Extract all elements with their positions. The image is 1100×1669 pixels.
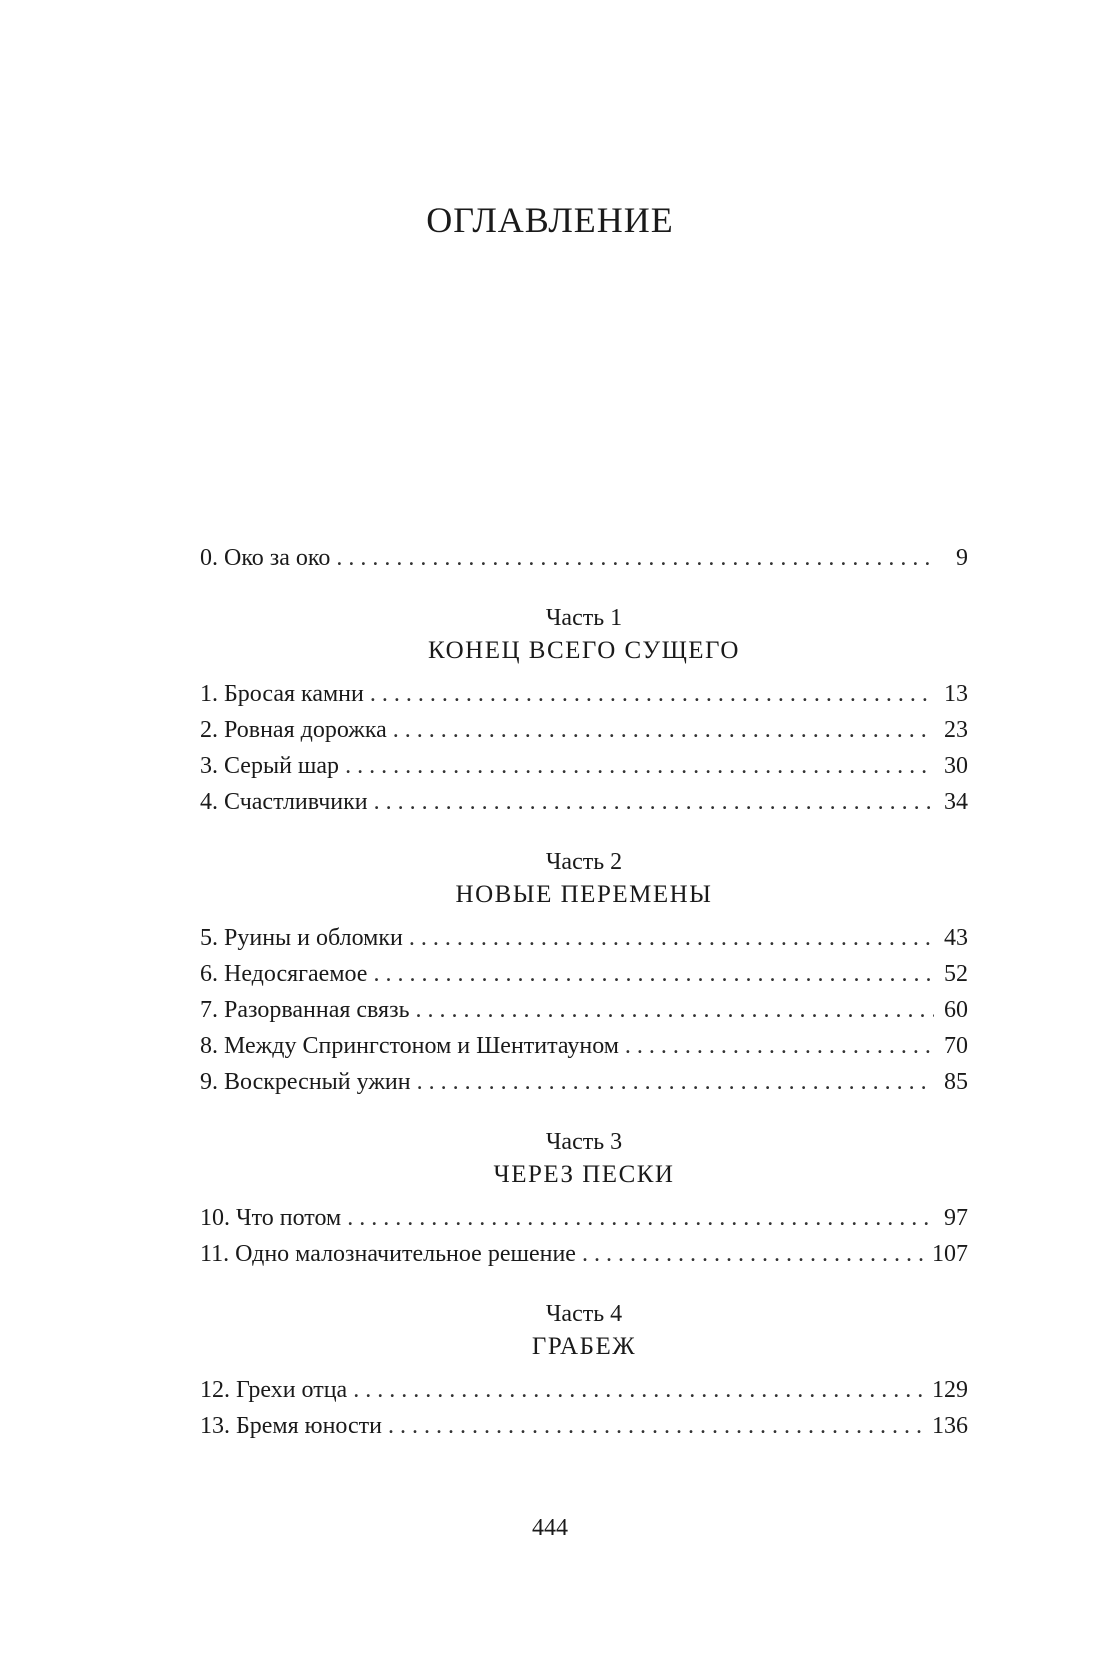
leader-dots	[370, 676, 934, 712]
part-heading-4	[200, 1298, 968, 1364]
chapter-page-number: 136	[932, 1413, 968, 1439]
chapter-title: 12. Грехи отца	[200, 1377, 348, 1403]
chapter-title: 5. Руины и обломки	[200, 925, 403, 951]
toc-entry	[200, 748, 968, 784]
toc-entry	[200, 1200, 968, 1236]
chapter-page-number: 9	[956, 545, 968, 571]
chapter-page-number: 23	[944, 717, 968, 743]
page-title: ОГЛАВЛЕНИЕ	[426, 200, 674, 240]
chapter-title: 6. Недосягаемое	[200, 961, 368, 987]
leader-dots	[345, 748, 934, 784]
chapter-page-number: 70	[944, 1033, 968, 1059]
chapter-page-number: 13	[944, 681, 968, 707]
part-heading-1	[200, 602, 968, 668]
part-title: КОНЕЦ ВСЕГО СУЩЕГО	[428, 637, 740, 664]
leader-dots	[416, 992, 934, 1028]
chapter-title: 4. Счастливчики	[200, 789, 368, 815]
chapter-page-number: 129	[932, 1377, 968, 1403]
chapter-title: 3. Серый шар	[200, 753, 340, 779]
toc-entry	[200, 1064, 968, 1100]
chapter-title: 10. Что потом	[200, 1205, 342, 1231]
toc-entry	[200, 784, 968, 820]
part-title: ГРАБЕЖ	[531, 1333, 637, 1360]
part-label: Часть 4	[545, 1301, 623, 1327]
leader-dots	[374, 784, 934, 820]
leader-dots	[625, 1028, 934, 1064]
part-title: НОВЫЕ ПЕРЕМЕНЫ	[455, 881, 713, 908]
toc-entry	[200, 1372, 968, 1408]
chapter-title: 9. Воскресный ужин	[200, 1069, 411, 1095]
chapter-page-number: 107	[932, 1241, 968, 1267]
chapter-title: 1. Бросая камни	[200, 681, 364, 707]
chapter-page-number: 34	[944, 789, 968, 815]
part-heading-3	[200, 1126, 968, 1192]
chapter-page-number: 97	[944, 1205, 968, 1231]
part-label: Часть 1	[545, 605, 623, 631]
toc-entry-prologue	[200, 540, 968, 576]
chapter-page-number: 43	[944, 925, 968, 951]
leader-dots	[353, 1372, 926, 1408]
chapter-title: 0. Око за око	[200, 545, 331, 571]
part-heading-2	[200, 846, 968, 912]
toc-entry	[200, 992, 968, 1028]
chapter-title: 7. Разорванная связь	[200, 997, 410, 1023]
chapter-title: 2. Ровная дорожка	[200, 717, 387, 743]
leader-dots	[409, 920, 934, 956]
part-label: Часть 3	[545, 1129, 623, 1155]
leader-dots	[388, 1408, 926, 1444]
chapter-page-number: 52	[944, 961, 968, 987]
toc-entry	[200, 1028, 968, 1064]
part-title: ЧЕРЕЗ ПЕСКИ	[493, 1161, 675, 1188]
chapter-page-number: 30	[944, 753, 968, 779]
page-number: 444	[532, 1515, 568, 1541]
toc-entry	[200, 920, 968, 956]
leader-dots	[373, 956, 934, 992]
toc-entry	[200, 1408, 968, 1444]
chapter-title: 8. Между Спрингстоном и Шентитауном	[200, 1033, 619, 1059]
leader-dots	[417, 1064, 934, 1100]
part-label: Часть 2	[545, 849, 623, 875]
leader-dots	[336, 540, 934, 576]
chapter-page-number: 85	[944, 1069, 968, 1095]
toc-entry	[200, 1236, 968, 1272]
chapter-title: 11. Одно малозначительное решение	[200, 1241, 576, 1267]
leader-dots	[347, 1200, 934, 1236]
toc-entry	[200, 956, 968, 992]
toc-entry	[200, 676, 968, 712]
leader-dots	[582, 1236, 926, 1272]
leader-dots	[393, 712, 934, 748]
table-of-contents	[200, 540, 968, 1444]
chapter-page-number: 60	[944, 997, 968, 1023]
chapter-title: 13. Бремя юности	[200, 1413, 383, 1439]
toc-entry	[200, 712, 968, 748]
